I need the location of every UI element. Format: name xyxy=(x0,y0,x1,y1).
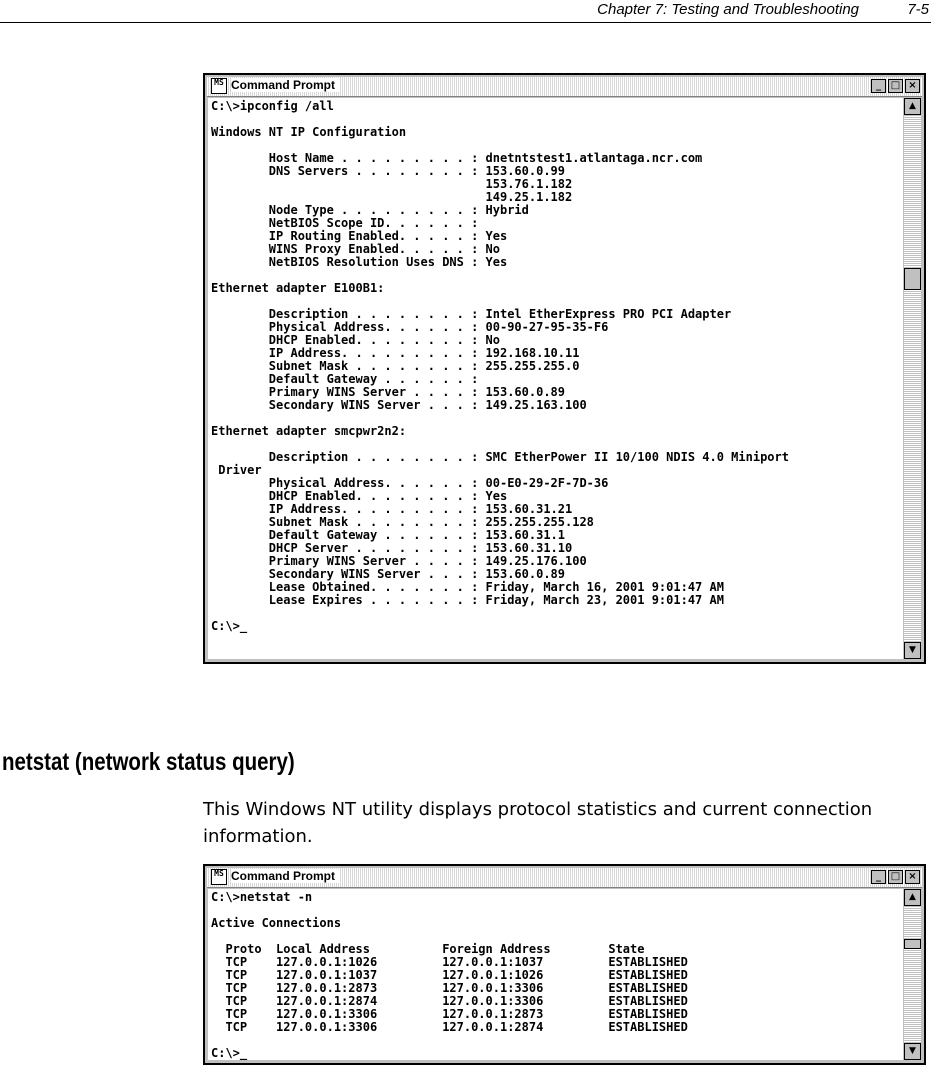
console-output[interactable] xyxy=(208,889,903,1060)
scroll-up-icon[interactable]: ▲ xyxy=(904,98,921,115)
console-output[interactable] xyxy=(208,98,903,659)
close-icon[interactable]: × xyxy=(905,79,920,93)
msdos-icon[interactable]: MS xyxy=(211,869,227,885)
scroll-up-icon[interactable]: ▲ xyxy=(904,889,921,906)
title-bar[interactable] xyxy=(207,868,922,888)
console-text: C:\>ipconfig /all Windows NT IP Configuration Host Name . . . . . . . . . : dnetntstest1.atlantaga.ncr.com DNS Servers . . . . . . . . : 153.60.0.99 153.76.1.182 149.25.1.182 Node Type . . . . . . . . . : Hybrid NetBIOS Scope ID. . . . . . : IP Routing Enabled. . . . . : Yes WINS Proxy Enabled. . . . . : No NetBIOS Resolution Uses DNS : Yes Ethernet adapter E100B1: Description . . . . . . . . : Intel EtherExpress PRO PCI Adapter Physical Address. . . . . . : 00-90-27-95-35-F6 DHCP Enabled. . . . . . . . : No IP Address. . . . . . . . . : 192.168.10.11 Subnet Mask . . . . . . . . : 255.255.255.0 Default Gateway . . . . . . : Primary WINS Server . . . . : 153.60.0.89 Secondary WINS Server . . . : 149.25.163.100 Ethernet adapter smcpwr2n2: Description . . . . . . . . : SMC EtherPower II 10/100 NDIS 4.0 Miniport Driver Physical Address. . . . . . : 00-E0-29-2F-7D-36 DHCP Enabled. . . . . . . . : Yes IP Address. . . . . . . . . : 153.60.31.21 Subnet Mask . . . . . . . . : 255.255.255.128 Default Gateway . . . . . . : 153.60.31.1 DHCP Server . . . . . . . . : 153.60.31.10 Primary WINS Server . . . . : 149.25.176.100 Secondary WINS Server . . . : 153.60.0.89 Lease Obtained. . . . . . . : Friday, March 16, 2001 9:01:47 AM Lease Expires . . . . . . . : Friday, March 23, 2001 9:01:47 AM C:\>_ xyxy=(211,99,789,633)
close-icon[interactable]: × xyxy=(905,870,920,884)
scroll-down-icon[interactable]: ▼ xyxy=(904,1043,921,1060)
window-title: Command Prompt xyxy=(231,78,339,92)
scroll-thumb[interactable] xyxy=(904,268,921,290)
scroll-down-icon[interactable]: ▼ xyxy=(904,642,921,659)
section-body: This Windows NT utility displays protocol statistics and current connection information. xyxy=(203,799,873,847)
command-prompt-window-netstat xyxy=(203,864,926,1065)
maximize-icon[interactable]: □ xyxy=(888,870,903,884)
window-controls xyxy=(871,79,920,94)
msdos-icon[interactable]: MS xyxy=(211,78,227,94)
running-header xyxy=(0,0,931,23)
scroll-thumb[interactable] xyxy=(904,939,921,949)
vertical-scrollbar[interactable] xyxy=(904,889,921,1060)
command-prompt-window-ipconfig xyxy=(203,73,926,664)
page-number: 7-5 xyxy=(907,1,929,18)
title-bar[interactable] xyxy=(207,77,922,97)
window-title: Command Prompt xyxy=(231,869,339,883)
window-controls xyxy=(871,870,920,885)
minimize-icon[interactable]: _ xyxy=(871,870,886,884)
minimize-icon[interactable]: _ xyxy=(871,79,886,93)
section-heading: netstat (network status query) xyxy=(2,748,295,776)
maximize-icon[interactable]: □ xyxy=(888,79,903,93)
chapter-title: Chapter 7: Testing and Troubleshooting xyxy=(597,1,859,18)
console-text: C:\>netstat -n Active Connections Proto Local Address Foreign Address State TCP 127.0.0.1:1026 127.0.0.1:1037 ESTABLISHED TCP 127.0.0.1:1037 127.0.0.1:1026 ESTABLISHED TCP 127.0.0.1:2873 127.0.0.1:3306 ESTABLISHED TCP 127.0.0.1:2874 127.0.0.1:3306 ESTABLISHED TCP 127.0.0.1:3306 127.0.0.1:2873 ESTABLISHED TCP 127.0.0.1:3306 127.0.0.1:2874 ESTABLISHED C:\>_ xyxy=(211,890,688,1060)
vertical-scrollbar[interactable] xyxy=(904,98,921,659)
